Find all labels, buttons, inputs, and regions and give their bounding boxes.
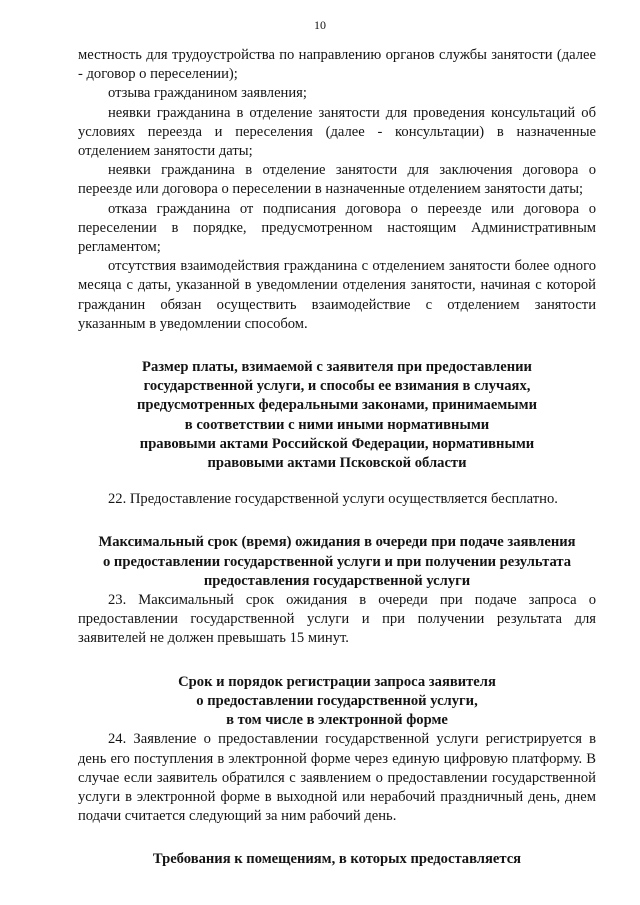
paragraph-relocation: местность для трудоустройства по направлению органов службы занятости (далее - договор о переселении);	[78, 47, 596, 83]
heading-line: в том числе в электронной форме	[226, 712, 448, 729]
heading-line: Срок и порядок регистрации запроса заявителя	[178, 673, 496, 690]
heading-line: государственной услуги, и способы ее взимания в случаях,	[143, 378, 531, 395]
heading-line: о предоставлении государственной услуги и при получении результата	[102, 553, 572, 570]
page-number: 10	[314, 18, 326, 32]
paragraph-no-interaction: отсутствия взаимодействия гражданина с отделением занятости более одного месяца с даты, указанной в уведомлении отделения занятости, начиная с которой гражданин обязан осуществить взаимодействие с отделением занятости указанным в уведомлении способом.	[78, 258, 596, 332]
heading-line: Требования к помещениям, в которых предоставляется	[152, 851, 522, 868]
heading-premises	[78, 850, 596, 869]
heading-line: правовыми актами Российской Федерации, нормативными	[139, 435, 535, 452]
heading-line: Размер платы, взимаемой с заявителя при предоставлении	[142, 359, 532, 376]
heading-queue	[78, 533, 596, 591]
paragraph-no-show-contract: неявки гражданина в отделение занятости для заключения договора о переезде или договора о переселении в назначенные отделением занятости даты;	[78, 162, 596, 198]
paragraph-23: 23. Максимальный срок ожидания в очереди при подаче запроса о предоставлении государственной услуги и при получении результата для заявителей не должен превышать 15 минут.	[78, 592, 596, 647]
heading-line: предоставления государственной услуги	[203, 572, 471, 589]
page-content	[78, 46, 596, 870]
heading-registration	[78, 673, 596, 731]
heading-line: в соответствии с ними иными нормативными	[184, 416, 490, 433]
heading-line: предусмотренных федеральными законами, принимаемыми	[136, 397, 538, 414]
heading-line: о предоставлении государственной услуги,	[196, 692, 478, 709]
heading-line: правовыми актами Псковской области	[207, 455, 467, 472]
paragraph-refusal-to-sign: отказа гражданина от подписания договора о переезде или договора о переселении в порядке, предусмотренном настоящим Административным регламентом;	[78, 200, 596, 256]
heading-line: Максимальный срок (время) ожидания в очереди при подаче заявления	[98, 534, 576, 551]
paragraph-no-show-consultation: неявки гражданина в отделение занятости для проведения консультаций об условиях переезда и переселения (далее - консультации) в назначенные отделением занятости даты;	[78, 104, 596, 160]
paragraph-withdrawal: отзыва гражданином заявления;	[108, 85, 307, 102]
heading-fee	[78, 358, 596, 473]
paragraph-22: 22. Предоставление государственной услуги осуществляется бесплатно.	[108, 491, 558, 508]
paragraph-24: 24. Заявление о предоставлении государственной услуги регистрируется в день его поступления в электронной форме через единую цифровую платформу. В случае если заявитель обратился с заявлением о предоставлении государственной услуги в электронной форме в выходной или нерабочий праздничный день, днем подачи считается следующий за ним рабочий день.	[78, 731, 596, 825]
